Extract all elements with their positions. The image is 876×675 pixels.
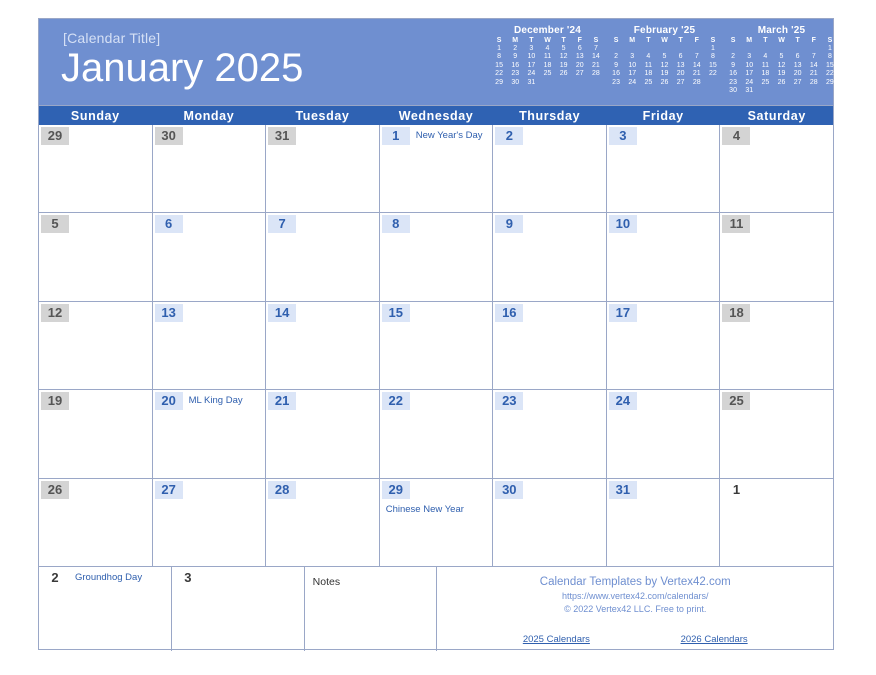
mini-calendar-table xyxy=(725,37,838,95)
credit-copyright: © 2022 Vertex42 LLC. Free to print. xyxy=(564,604,707,615)
day-cell[interactable] xyxy=(153,125,267,212)
day-event[interactable]: New Year's Day xyxy=(415,130,483,141)
day-event[interactable] xyxy=(750,213,756,218)
mini-calendar-december xyxy=(491,25,604,105)
day-number: 9 xyxy=(495,215,523,233)
mini-week xyxy=(725,45,838,53)
day-number: 31 xyxy=(609,481,637,499)
calendar-week-row xyxy=(39,389,833,477)
mini-dow: F xyxy=(811,37,816,44)
day-number: 13 xyxy=(155,304,183,322)
day-number: 23 xyxy=(495,392,523,410)
day-event[interactable] xyxy=(296,125,302,130)
day-cell[interactable] xyxy=(720,479,833,566)
mini-day: 29 xyxy=(495,78,503,86)
day-cell[interactable] xyxy=(153,213,267,300)
day-event[interactable] xyxy=(410,213,416,218)
notes-label: Notes xyxy=(312,576,341,589)
calendar-week-row xyxy=(39,301,833,389)
mini-day: 21 xyxy=(592,61,600,69)
dow-tuesday: Tuesday xyxy=(266,109,380,123)
day-number: 31 xyxy=(268,127,296,145)
mini-day: 3 xyxy=(747,53,752,61)
mini-day: 18 xyxy=(644,70,653,78)
day-event[interactable] xyxy=(69,479,75,484)
day-event[interactable] xyxy=(523,302,529,307)
mini-day: 29 xyxy=(826,78,834,86)
dow-sunday: Sunday xyxy=(39,109,153,123)
day-cell[interactable] xyxy=(607,213,721,300)
day-event[interactable] xyxy=(296,302,302,307)
mini-day: 2 xyxy=(731,53,736,61)
mini-dow: T xyxy=(763,37,768,44)
day-event[interactable] xyxy=(296,213,302,218)
calendar-title-field[interactable]: [Calendar Title] xyxy=(63,30,161,46)
dow-monday: Monday xyxy=(153,109,267,123)
mini-dow: T xyxy=(678,37,683,44)
credit-title: Calendar Templates by Vertex42.com xyxy=(539,576,731,589)
mini-day: 1 xyxy=(497,45,502,52)
day-number: 29 xyxy=(382,481,410,499)
day-event[interactable] xyxy=(637,125,643,130)
mini-day xyxy=(588,79,604,87)
day-number: 28 xyxy=(268,481,296,499)
mini-day: 17 xyxy=(628,70,637,78)
day-cell[interactable] xyxy=(266,213,380,300)
mini-day: 5 xyxy=(561,45,566,52)
day-event[interactable]: Groundhog Day xyxy=(75,572,143,584)
day-event[interactable] xyxy=(750,390,756,395)
mini-day: 14 xyxy=(692,61,701,69)
mini-dow: T xyxy=(646,37,651,44)
mini-day: 26 xyxy=(660,78,669,86)
day-event[interactable] xyxy=(637,302,643,307)
day-event[interactable] xyxy=(202,567,208,572)
mini-day: 23 xyxy=(511,70,520,78)
mini-dow: F xyxy=(694,37,699,44)
day-number: 2 xyxy=(51,570,59,586)
day-number: 6 xyxy=(155,215,183,233)
day-cell[interactable] xyxy=(607,390,721,477)
day-cell[interactable] xyxy=(607,479,721,566)
day-number: 20 xyxy=(155,392,183,410)
day-cell[interactable] xyxy=(380,302,494,389)
mini-day: 16 xyxy=(511,61,520,69)
mini-day: 7 xyxy=(694,53,699,61)
mini-day: 9 xyxy=(614,61,619,69)
mini-day xyxy=(806,87,822,95)
mini-day: 27 xyxy=(575,70,584,78)
mini-day xyxy=(725,45,741,53)
day-cell[interactable] xyxy=(380,213,494,300)
day-cell[interactable] xyxy=(493,390,607,477)
mini-day: 27 xyxy=(793,78,802,86)
notes-cell[interactable] xyxy=(305,567,438,651)
day-event[interactable] xyxy=(750,302,756,307)
day-cell[interactable] xyxy=(720,302,833,389)
mini-day: 3 xyxy=(630,53,635,61)
day-cell[interactable] xyxy=(493,479,607,566)
day-event[interactable] xyxy=(523,125,529,130)
mini-day xyxy=(757,45,773,53)
day-cell[interactable] xyxy=(39,567,172,651)
mini-day: 24 xyxy=(527,70,536,78)
mini-day xyxy=(705,79,721,87)
day-cell[interactable] xyxy=(266,479,380,566)
mini-day: 19 xyxy=(777,70,786,78)
day-number: 5 xyxy=(41,215,69,233)
mini-day: 6 xyxy=(795,53,800,61)
day-number: 30 xyxy=(495,481,523,499)
day-cell[interactable] xyxy=(153,390,267,477)
mini-week xyxy=(725,62,838,70)
day-number: 15 xyxy=(382,304,410,322)
day-event[interactable] xyxy=(637,479,643,484)
day-number: 19 xyxy=(41,392,69,410)
mini-day: 25 xyxy=(761,78,770,86)
dow-friday: Friday xyxy=(607,109,721,123)
mini-day: 17 xyxy=(745,70,754,78)
day-event[interactable] xyxy=(637,390,643,395)
calendar-week-row xyxy=(39,478,833,566)
mini-dow: S xyxy=(827,37,833,44)
mini-week xyxy=(608,53,721,61)
calendar-header xyxy=(39,19,833,105)
mini-week xyxy=(491,45,604,53)
mini-calendar-table xyxy=(608,37,721,87)
day-event[interactable] xyxy=(183,479,189,484)
mini-dow: M xyxy=(512,37,519,44)
mini-calendar-february xyxy=(608,25,721,105)
day-cell[interactable] xyxy=(153,302,267,389)
mini-day: 4 xyxy=(646,53,651,61)
mini-dow: W xyxy=(544,37,551,44)
day-event[interactable] xyxy=(523,479,529,484)
mini-day: 21 xyxy=(692,70,701,78)
mini-week xyxy=(491,62,604,70)
mini-day: 28 xyxy=(809,78,818,86)
day-event[interactable]: ML King Day xyxy=(188,395,243,407)
day-cell[interactable] xyxy=(39,125,153,212)
mini-day: 28 xyxy=(592,70,600,78)
mini-dow: M xyxy=(629,37,636,44)
credit-links xyxy=(437,634,833,645)
mini-day: 22 xyxy=(826,70,834,78)
calendar-week-row xyxy=(39,125,833,212)
day-number: 14 xyxy=(268,304,296,322)
mini-day: 5 xyxy=(662,53,667,61)
day-number: 11 xyxy=(722,215,750,233)
mini-day: 12 xyxy=(559,53,568,61)
mini-day: 20 xyxy=(575,61,584,69)
mini-dow: F xyxy=(577,37,582,44)
mini-day: 12 xyxy=(660,61,669,69)
mini-day xyxy=(673,45,689,53)
mini-day: 4 xyxy=(763,53,768,61)
mini-day: 25 xyxy=(644,78,653,86)
mini-day: 1 xyxy=(827,45,832,52)
mini-day: 11 xyxy=(761,61,769,69)
mini-week xyxy=(725,87,838,95)
calendar-grid xyxy=(39,125,833,651)
mini-week xyxy=(608,62,721,70)
day-event[interactable] xyxy=(523,213,529,218)
link-2025-calendars[interactable]: 2025 Calendars xyxy=(522,634,590,646)
day-number: 30 xyxy=(155,127,183,145)
mini-day: 15 xyxy=(495,61,503,69)
mini-day: 6 xyxy=(678,53,683,61)
mini-day xyxy=(624,45,640,53)
day-event[interactable] xyxy=(296,479,302,484)
mini-day: 10 xyxy=(527,53,536,61)
mini-day: 22 xyxy=(495,70,503,78)
mini-day: 11 xyxy=(644,61,652,69)
mini-day: 10 xyxy=(628,61,637,69)
day-event[interactable] xyxy=(69,390,75,395)
mini-day: 30 xyxy=(511,78,520,86)
mini-week xyxy=(491,70,604,78)
mini-day: 8 xyxy=(497,53,502,61)
mini-day: 15 xyxy=(709,61,717,69)
mini-day: 31 xyxy=(745,87,754,95)
day-number: 16 xyxy=(495,304,523,322)
day-cell[interactable] xyxy=(172,567,305,651)
mini-day: 31 xyxy=(527,78,536,86)
dow-saturday: Saturday xyxy=(747,108,806,123)
calendar-header-left xyxy=(39,19,491,105)
day-number: 26 xyxy=(41,481,69,499)
mini-day xyxy=(656,45,672,53)
day-number: 27 xyxy=(155,481,183,499)
day-cell[interactable] xyxy=(493,302,607,389)
mini-day: 16 xyxy=(612,70,620,78)
day-event[interactable] xyxy=(410,302,416,307)
day-number: 2 xyxy=(495,127,523,145)
mini-day xyxy=(790,87,806,95)
day-number: 17 xyxy=(609,304,637,322)
mini-day: 8 xyxy=(827,53,832,61)
mini-calendar-march xyxy=(725,25,838,105)
mini-calendar-title: March '25 xyxy=(757,25,806,36)
mini-day: 17 xyxy=(527,61,536,69)
mini-week xyxy=(491,79,604,87)
day-cell[interactable] xyxy=(607,302,721,389)
mini-day: 1 xyxy=(710,45,715,52)
day-cell[interactable] xyxy=(380,125,494,212)
mini-week xyxy=(491,53,604,61)
day-cell[interactable] xyxy=(39,213,153,300)
day-cell[interactable] xyxy=(720,213,833,300)
day-cell[interactable] xyxy=(380,479,494,566)
day-number: 7 xyxy=(268,215,296,233)
dow-thursday: Thursday xyxy=(493,109,607,123)
mini-day: 6 xyxy=(577,45,582,52)
mini-week xyxy=(725,53,838,61)
dow-wednesday: Wednesday xyxy=(380,109,494,123)
day-cell[interactable] xyxy=(266,390,380,477)
day-cell[interactable] xyxy=(493,213,607,300)
calendar-container xyxy=(38,18,834,650)
mini-day xyxy=(539,79,555,87)
day-number: 18 xyxy=(722,304,750,322)
day-cell[interactable] xyxy=(266,125,380,212)
mini-day: 18 xyxy=(543,61,552,69)
mini-week xyxy=(608,70,721,78)
mini-week xyxy=(608,79,721,87)
mini-day: 26 xyxy=(559,70,568,78)
day-number: 1 xyxy=(732,481,741,497)
calendar-week-row xyxy=(39,212,833,300)
mini-day xyxy=(572,79,588,87)
mini-day: 28 xyxy=(692,78,701,86)
mini-day: 23 xyxy=(729,78,737,86)
mini-day: 7 xyxy=(593,45,598,52)
mini-day: 7 xyxy=(811,53,816,61)
mini-dow: W xyxy=(661,37,668,44)
mini-day: 10 xyxy=(745,61,754,69)
day-number: 4 xyxy=(722,127,750,145)
day-event[interactable] xyxy=(637,213,643,218)
day-cell[interactable] xyxy=(720,125,833,212)
day-cell[interactable] xyxy=(39,302,153,389)
mini-day: 24 xyxy=(628,78,637,86)
day-cell[interactable] xyxy=(720,390,833,477)
mini-dow: M xyxy=(746,37,753,44)
mini-dow: S xyxy=(496,37,502,44)
mini-day: 24 xyxy=(745,78,754,86)
mini-day: 25 xyxy=(543,70,552,78)
mini-day: 20 xyxy=(793,70,802,78)
mini-calendar-table xyxy=(491,37,604,87)
mini-day: 13 xyxy=(676,61,685,69)
mini-day: 27 xyxy=(676,78,685,86)
day-event[interactable] xyxy=(69,302,75,307)
mini-day xyxy=(773,45,789,53)
link-2026-calendars[interactable]: 2026 Calendars xyxy=(680,634,748,646)
mini-dow: T xyxy=(561,37,566,44)
mini-day: 19 xyxy=(660,70,669,78)
day-cell[interactable] xyxy=(39,479,153,566)
mini-day xyxy=(608,45,624,53)
day-cell[interactable] xyxy=(39,390,153,477)
mini-day xyxy=(741,45,757,53)
credit-url: https://www.vertex42.com/calendars/ xyxy=(561,591,709,602)
mini-day: 2 xyxy=(513,45,518,52)
mini-day: 26 xyxy=(777,78,786,86)
calendar-footer-row xyxy=(39,566,833,651)
mini-day: 13 xyxy=(793,61,802,69)
mini-day: 4 xyxy=(545,45,550,52)
day-cell[interactable] xyxy=(493,125,607,212)
mini-dow: S xyxy=(613,37,619,44)
mini-day: 21 xyxy=(809,70,818,78)
day-cell[interactable] xyxy=(153,479,267,566)
day-event[interactable] xyxy=(69,125,75,130)
day-event[interactable] xyxy=(296,390,302,395)
mini-day xyxy=(822,87,838,95)
day-event[interactable] xyxy=(523,390,529,395)
mini-calendars xyxy=(491,19,842,105)
day-number: 22 xyxy=(382,392,410,410)
day-of-week-header xyxy=(39,105,833,125)
mini-day: 9 xyxy=(513,53,518,61)
day-number: 10 xyxy=(609,215,637,233)
mini-dow: T xyxy=(529,37,534,44)
mini-day: 5 xyxy=(779,53,784,61)
mini-day: 14 xyxy=(592,53,600,61)
day-number: 1 xyxy=(382,127,410,145)
mini-calendar-title: December '24 xyxy=(513,25,582,36)
mini-day xyxy=(556,79,572,87)
mini-day xyxy=(640,45,656,53)
mini-day xyxy=(790,45,806,53)
mini-day xyxy=(689,45,705,53)
mini-day: 14 xyxy=(809,61,818,69)
day-number: 12 xyxy=(41,304,69,322)
day-event[interactable]: Chinese New Year xyxy=(385,503,464,515)
day-event[interactable] xyxy=(750,125,756,130)
credits-block xyxy=(437,567,833,651)
mini-dow: S xyxy=(730,37,736,44)
day-number: 3 xyxy=(184,570,192,586)
mini-day: 23 xyxy=(612,78,620,86)
mini-day: 9 xyxy=(731,61,736,69)
mini-dow: W xyxy=(778,37,785,44)
day-number: 29 xyxy=(41,127,69,145)
day-number: 3 xyxy=(609,127,637,145)
day-number: 21 xyxy=(268,392,296,410)
day-event[interactable] xyxy=(183,213,189,218)
mini-day xyxy=(806,45,822,53)
mini-day: 13 xyxy=(575,53,584,61)
mini-dow: S xyxy=(710,37,716,44)
day-number: 8 xyxy=(382,215,410,233)
day-number: 24 xyxy=(609,392,637,410)
day-cell[interactable] xyxy=(266,302,380,389)
day-event[interactable] xyxy=(69,213,75,218)
mini-day: 2 xyxy=(614,53,619,61)
day-number: 25 xyxy=(722,392,750,410)
mini-dow: T xyxy=(795,37,800,44)
mini-day: 18 xyxy=(761,70,770,78)
page-title: January 2025 xyxy=(61,46,304,90)
mini-day: 20 xyxy=(676,70,685,78)
day-cell[interactable] xyxy=(607,125,721,212)
mini-week xyxy=(725,79,838,87)
mini-day: 3 xyxy=(529,45,534,52)
mini-day: 16 xyxy=(729,70,737,78)
day-cell[interactable] xyxy=(380,390,494,477)
mini-week xyxy=(608,45,721,53)
mini-day: 22 xyxy=(709,70,717,78)
mini-day: 15 xyxy=(826,61,834,69)
mini-day: 11 xyxy=(543,53,552,61)
day-event[interactable] xyxy=(750,479,756,484)
mini-week xyxy=(725,70,838,78)
mini-day: 30 xyxy=(729,87,737,95)
mini-calendar-title: February '25 xyxy=(633,25,696,36)
day-event[interactable] xyxy=(410,390,416,395)
mini-day xyxy=(773,87,789,95)
mini-day: 8 xyxy=(710,53,715,61)
mini-day xyxy=(757,87,773,95)
day-event[interactable] xyxy=(183,125,189,130)
day-event[interactable] xyxy=(183,302,189,307)
mini-day: 12 xyxy=(777,61,786,69)
mini-day: 19 xyxy=(559,61,568,69)
mini-dow: S xyxy=(593,37,599,44)
